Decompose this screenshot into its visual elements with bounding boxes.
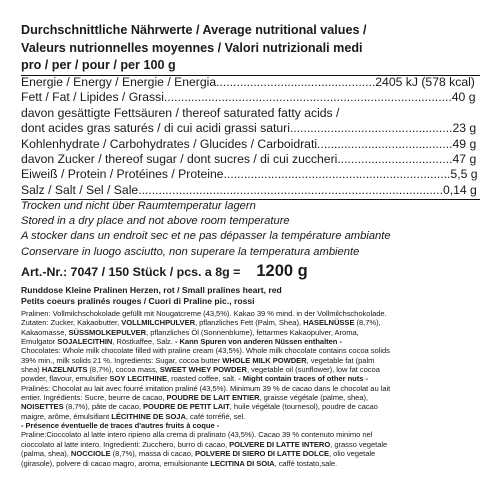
ingredient-text: powder, flavour, emulsifier [21, 374, 110, 384]
ingredients-line [21, 384, 483, 393]
allergen-text: NOCCIOLE [70, 449, 111, 459]
nutrition-heading [21, 22, 491, 75]
ingredients-line [21, 337, 483, 346]
ingredient-text: Zutaten: Zucker, Kakaobutter, [21, 318, 122, 328]
description-line: Petits coeurs pralinés rouges / Cuori di Praline pic., rossi [21, 296, 255, 306]
nutrient-label: Fett / Fat / Lipides / Grassi [21, 90, 164, 105]
ingredient-text: , vegetable oil (sunflower), low fat cocoa [246, 365, 380, 375]
ingredient-text: (palma, shea), [21, 449, 71, 459]
nutrient-value: 0,14 g [442, 182, 477, 197]
ingredient-text: , grasso vegetale [330, 439, 388, 449]
ingredient-text: entier. Ingrédients: Sucre, beurre de cacao, [21, 393, 167, 403]
allergen-text: HASELNÜSSE [303, 318, 355, 328]
nutrition-row [21, 167, 480, 182]
storage-line: Stored in a dry place and not above room temperature [21, 215, 290, 228]
ingredients-line [21, 449, 483, 458]
product-description [21, 285, 491, 307]
ingredient-text: , café torréfié, sel. [185, 411, 246, 421]
allergen-text: POLVERE DI LATTE INTERO [229, 439, 331, 449]
allergen-text: POUDRE DE LAIT ENTIER [166, 393, 260, 403]
nutrient-value: 23 g [452, 121, 477, 136]
ingredient-text: , vegetable fat (palm [306, 355, 375, 365]
article-text: Art.-Nr.: 7047 / 150 Stück / pcs. a 8g = [21, 265, 241, 279]
ingredient-text: Praline:Cioccolato al latte intero ripieno alla crema di pralinato (43,5%). Cacao 39 % contenuto minimo nel [21, 430, 373, 440]
ingredients-list [21, 309, 483, 468]
ingredients-line [21, 440, 483, 449]
ingredients-line [21, 393, 483, 402]
ingredient-text: , graisse végétale (palme, shea), [259, 393, 369, 403]
dot-leader: ..................................................................................... [163, 90, 452, 105]
ingredients-line [21, 346, 483, 355]
nutrient-value: 47 g [452, 151, 477, 166]
ingredient-text: cioccolato al latte intero. Ingredienti: Zucchero, burro di cacao, [21, 439, 230, 449]
allergen-text: SÜSSMOLKEPULVER [68, 327, 147, 337]
nutrient-value: 49 g [452, 136, 477, 151]
dot-leader: ................................................ [289, 121, 453, 136]
allergen-text: SOJALECITHIN [57, 337, 113, 347]
ingredient-text: Emulgator [21, 337, 58, 347]
ingredient-text: , roasted coffee, salt. [166, 374, 239, 384]
nutrient-value: 2405 kJ (578 kcal) [375, 75, 475, 89]
ingredients-line [21, 412, 483, 421]
ingredient-text: , pflanzliches Fett (Palm, Shea), [195, 318, 304, 328]
nutrient-label: Energie / Energy / Energie / Energia [21, 75, 217, 89]
ingredients-line [21, 318, 483, 327]
storage-line: Trocken und nicht über Raumtemperatur lagern [21, 200, 256, 212]
dot-leader: ................................................................... [223, 167, 451, 182]
storage-line: Conservare in luogo asciutto, non superare la temperatura ambiente [21, 245, 360, 258]
description-line: Runddose Kleine Pralinen Herzen, rot / Small pralines heart, red [21, 285, 282, 295]
nutrition-row [21, 90, 480, 105]
ingredients-line [21, 459, 483, 468]
dot-leader: .......................................................................................... [138, 182, 443, 197]
dot-leader: ............................................... [216, 75, 376, 89]
nutrition-row [21, 183, 480, 198]
allergen-text: HAZELNUTS [41, 365, 88, 375]
ingredient-text: maigre, arôme, émulsifiant [21, 411, 112, 421]
allergen-text: POUDRE DE PETIT LAIT [143, 402, 230, 412]
allergen-text: LECITINA DI SOIA [210, 458, 275, 468]
ingredients-line [21, 309, 483, 318]
allergen-text: LÉCITHINE DE SOJA [111, 411, 186, 421]
ingredients-line [21, 421, 483, 430]
storage-instructions [21, 199, 491, 260]
article-number [21, 262, 491, 284]
ingredient-text: (8,7%), cocoa mass, [87, 365, 160, 375]
nutrient-label: davon gesättigte Fettsäuren / thereof saturated fatty acids / [21, 105, 340, 120]
allergen-text: NOISETTES [21, 402, 64, 412]
nutrient-label: Eiweiß / Protein / Protéines / Proteine [21, 167, 224, 182]
ingredient-text: Kakaomasse, [21, 327, 69, 337]
dot-leader: ........................................ [317, 136, 453, 151]
ingredient-text: (girasole), polvere di cacao magro, aroma, emulsionante [21, 458, 211, 468]
nutrition-row [21, 137, 480, 152]
ingredient-text: , huile végétale (tournesol), poudre de cacao [229, 402, 378, 412]
ingredient-text: Pralinen: Vollmilchschokolade gefüllt mit Nougatcreme (43,5%). Kakao 39 % mind. in der Vollmilchschokolade. [21, 309, 387, 318]
allergen-text: - Kann Spuren von anderen Nüssen enthalten - [174, 337, 342, 347]
heading-line: Valeurs nutrionnelles moyennes / Valori nutrizionali medi [21, 40, 363, 55]
ingredient-text: shea) [21, 365, 42, 375]
dot-leader: .................................. [337, 151, 453, 166]
ingredient-text: Pralinés: Chocolat au lait avec fourré imitation praliné (43,5%). Minimum 39 % de cacao dans le chocolat au lait [21, 383, 391, 393]
allergen-text: SWEET WHEY POWDER [159, 365, 247, 375]
heading-line: Durchschnittliche Nährwerte / Average nutritional values / [21, 23, 367, 37]
ingredient-text: (8,7%), [354, 318, 381, 328]
allergen-text: SOY LECITHINE [109, 374, 167, 384]
ingredient-text: , Röstkaffee, Salz. [112, 337, 175, 347]
nutrition-row [21, 106, 480, 121]
ingredient-text: Chocolates: Whole milk chocolate filled with praline cream (43,5%). Whole milk chocolate contains cocoa solids [21, 346, 390, 356]
nutrient-label: dont acides gras saturés / di cui acidi grassi saturi [21, 121, 290, 136]
nutrition-row [21, 75, 480, 90]
heading-line: pro / per / pour / per 100 g [21, 58, 176, 72]
ingredients-line [21, 402, 483, 411]
storage-line: A stocker dans un endroit sec et ne pas dépasser la température ambiante [21, 230, 391, 243]
ingredient-text: , caffè tostato,sale. [274, 458, 338, 468]
nutrient-value: 5,5 g [450, 167, 478, 182]
nutrition-row [21, 121, 480, 136]
allergen-text: WHOLE MILK POWDER [222, 355, 307, 365]
nutrition-table [21, 75, 480, 198]
ingredient-text: (8,7%), pâte de cacao, [63, 402, 144, 412]
ingredient-text: 39% min., milk solids 21 %. Ingredients: Sugar, cocoa butter [21, 355, 223, 365]
ingredients-line [21, 328, 483, 337]
nutrient-label: davon Zucker / thereof sugar / dont sucres / di cui zuccheri [21, 151, 338, 166]
nutrient-label: Salz / Salt / Sel / Sale [21, 182, 139, 197]
ingredients-line [21, 365, 483, 374]
ingredients-line [21, 430, 483, 439]
ingredient-text: , olio vegetale [329, 449, 376, 459]
ingredients-line [21, 356, 483, 365]
ingredients-line [21, 374, 483, 383]
net-weight: 1200 g [256, 262, 308, 280]
allergen-text: VOLLMILCHPULVER [121, 318, 196, 328]
allergen-text: POLVERE DI SIERO DI LATTE DOLCE [195, 449, 330, 459]
nutrient-label: Kohlenhydrate / Carbohydrates / Glucides / Carboidrati [21, 136, 318, 151]
ingredient-text: (8,7%), massa di cacao, [110, 449, 196, 459]
allergen-text: - Might contain traces of other nuts - [238, 374, 368, 384]
ingredient-text: , pflanzliches Öl (Sonnenblume), fettarmes Kakaopulver, Aroma, [146, 327, 359, 337]
nutrition-row [21, 152, 480, 167]
nutrient-value: 40 g [451, 90, 476, 105]
allergen-text: - Présence éventuelle de traces d'autres fruits à coque - [21, 421, 220, 431]
